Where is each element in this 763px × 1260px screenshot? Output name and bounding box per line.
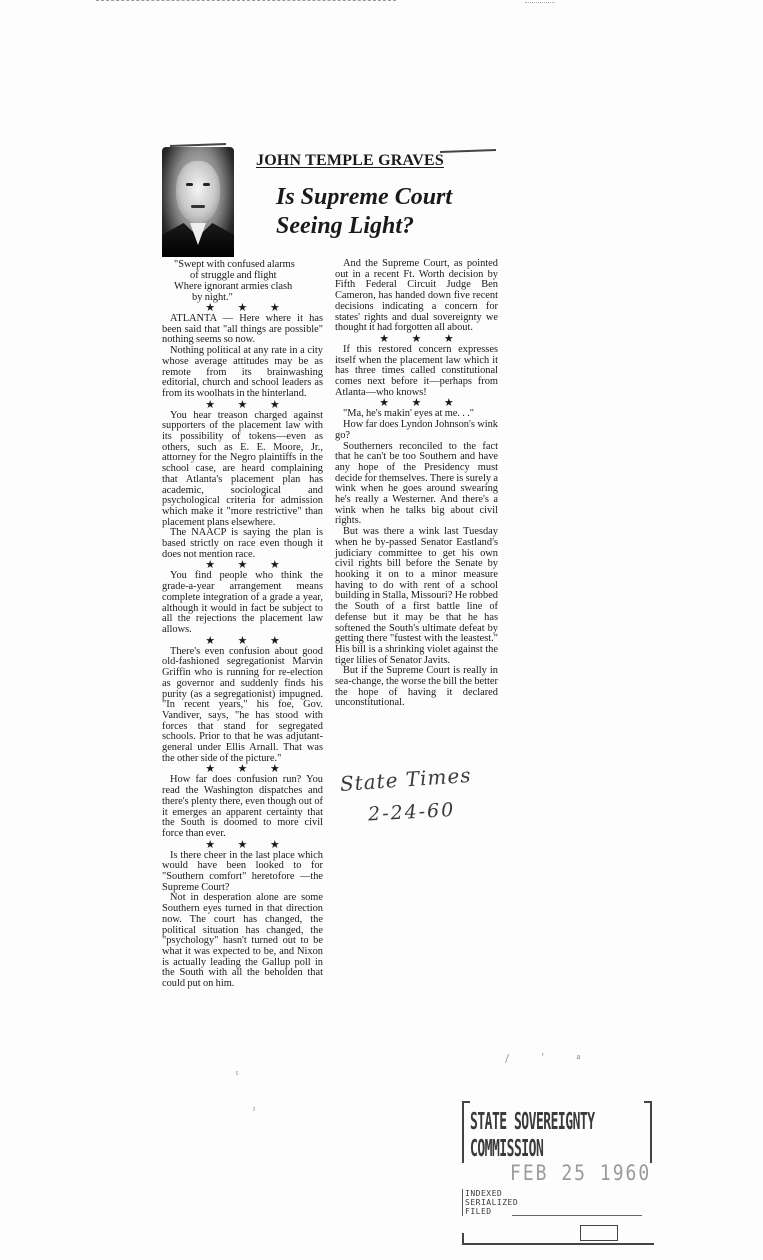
photo-eye <box>186 183 193 186</box>
photo-eye <box>203 183 210 186</box>
scan-speck: ˀ <box>253 1106 255 1115</box>
headline-line-2: Seeing Light? <box>276 213 415 239</box>
paragraph: Not in desperation alone are some Southern eyes turned in that direction now. The court has changed, the political situation has changed, the "psychology" hasn't turned out to be what it was expected to be, and Nixon is actually leading the Gallup poll in the South with all the beholden that could put on him. <box>162 892 323 990</box>
stamp-box <box>580 1225 618 1241</box>
scan-edge-mark <box>525 2 555 3</box>
paragraph: ATLANTA — Here where it has been said that "all things are possible" nothing seems so now. <box>162 313 323 346</box>
paragraph: "Ma, he's makin' eyes at me. . ." <box>343 408 475 420</box>
headline <box>276 183 506 241</box>
stamp-flag: SERIALIZED <box>465 1198 519 1207</box>
stamp-title: STATE SOVEREIGNTY COMMISSION <box>470 1109 595 1163</box>
stamp-border <box>462 1233 654 1245</box>
article-column-1 <box>162 259 323 990</box>
paragraph: You hear treason charged against supporters of the placement law with its possibility of tokens—even as others, such as E. E. Moore, Jr., attorney for the Negro plaintiffs in the school case, are heard complaining that Atlanta's placement plan has academic, sociological and psychological criteria for admission which make it "more restrictive" than placement plans elsewhere. <box>162 409 323 528</box>
paragraph: But was there a wink last Tuesday when he by-passed Senator Eastland's judiciary committee to get his own civil rights bill before the Senate by hooking it on to a minor measure having to do with rent of a school building in Stalla, Missouri? He robbed the South of a first battle line of defense but it may be that he has softened the South's ultimate defeat by getting there "fustest with the leastest." His bill is a shrinking violet against the tiger lilies of Senator Javits. <box>335 526 498 666</box>
handwritten-annotation <box>339 762 530 826</box>
section-stars: ★ ★ ★ <box>379 332 464 345</box>
photo-rule <box>170 143 226 147</box>
paragraph: Nothing political at any rate in a city whose average attitudes may be as remote from its brainwashing editorial, church and school leaders as from its woolhats in the hinterland. <box>162 345 323 399</box>
paragraph: The NAACP is saying the plan is based strictly on race even though it does not mention race. <box>162 527 323 560</box>
section-stars: ★ ★ ★ <box>205 559 290 572</box>
article-column-2 <box>335 259 498 709</box>
photo-face <box>176 161 220 223</box>
paragraph: If this restored concern expresses itself when the placement law which it has three times called constitutional comes next before it—perhaps from Atlanta—who knows! <box>335 343 498 398</box>
scan-specks: / ʾ ᵃ <box>505 1052 595 1067</box>
verse-line: "Swept with confused alarms <box>174 259 295 270</box>
stamp-line <box>512 1215 642 1216</box>
scan-speck: ˁ <box>236 1070 238 1079</box>
paragraph: There's even confusion about good old-fashioned segregationist Marvin Griffin who is running for re-election as governor and suddenly finds his purity (as a segregationist) impugned. "In recent years," his foe, Gov. Vandiver, says, "he has stood with forces that stand for segregated schools. Prior to that he was adjutant-general under Ellis Arnall. That was the other side of the picture." <box>162 645 323 764</box>
headline-line-1: Is Supreme Court <box>276 184 453 210</box>
photo-mouth <box>191 205 205 208</box>
handwritten-source: State Times <box>339 762 473 796</box>
section-stars: ★ ★ ★ <box>205 398 290 411</box>
verse-line: Where ignorant armies clash <box>174 281 293 292</box>
verse-line: by night." <box>192 292 233 303</box>
paragraph: You find people who think the grade-a-year arrangement means complete integration of a grade a year, although it would in fact be subject to all the rejections the placement law allows. <box>162 570 323 635</box>
paragraph: And the Supreme Court, as pointed out in a recent Ft. Worth decision by Fifth Federal Circuit Judge Ben Cameron, has handed down five recent decisions indicating a concern for states' rights and dual sovereignty we thought it had forgotten all about. <box>335 258 498 334</box>
verse-line: of struggle and flight <box>190 270 277 281</box>
stamp-date: FEB 25 1960 <box>510 1160 652 1187</box>
columnist-photo <box>162 147 234 257</box>
section-stars: ★ ★ ★ <box>205 634 290 647</box>
stamp-flag: FILED <box>465 1207 492 1216</box>
scan-edge-line <box>96 0 396 7</box>
paragraph: Is there cheer in the last place which would have been looked to for "Southern comfort" heretofore —the Supreme Court? <box>162 849 323 893</box>
archive-stamp <box>462 1097 652 1247</box>
paragraph: Southerners reconciled to the fact that he can't be too Southern and have any hope of the Presidency must decide for themselves. There is surely a wink when he goes around swearing he's really a Westerner. And there's a wink when he talks big about civil rights. <box>335 440 498 527</box>
paragraph: How far does confusion run? You read the Washington dispatches and there's plenty there, even though out of it emerges an apparent certainty that the South is doomed to more civil force than ever. <box>162 774 323 839</box>
section-stars: ★ ★ ★ <box>205 838 290 851</box>
section-stars: ★ ★ ★ <box>205 763 290 776</box>
paragraph: But if the Supreme Court is really in sea-change, the worse the bill the better the hope of having it declared unconstitutional. <box>335 665 498 709</box>
byline-rule <box>440 149 496 153</box>
handwritten-date: 2-24-60 <box>367 798 456 826</box>
section-stars: ★ ★ ★ <box>205 302 290 314</box>
byline: JOHN TEMPLE GRAVES <box>256 152 444 169</box>
section-stars: ★ ★ ★ <box>379 397 464 410</box>
stamp-bracket-left <box>462 1101 470 1163</box>
paragraph: How far does Lyndon Johnson's wink go? <box>335 419 498 441</box>
stamp-flag: INDEXED <box>465 1189 503 1198</box>
stamp-flags <box>462 1189 518 1216</box>
